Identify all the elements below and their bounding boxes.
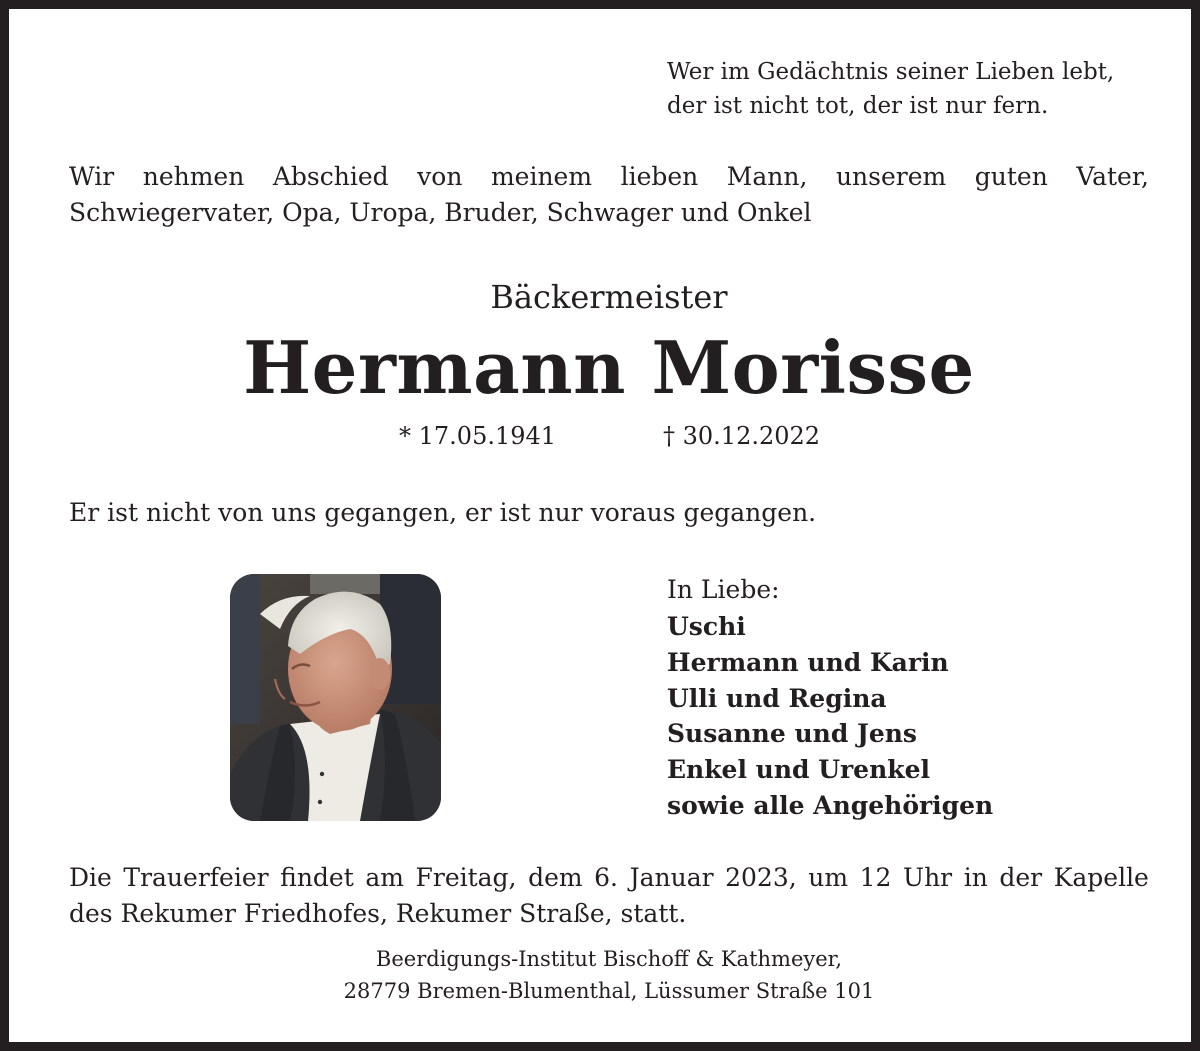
ceremony-word: Trauerfeier [123,863,269,892]
intro-word: Vater, [1076,162,1149,191]
intro-word: lieben [620,162,699,191]
ceremony-word: Uhr [903,863,953,892]
ceremony-word: Januar [629,863,714,892]
mourner-name: Enkel und Urenkel [667,755,930,785]
intro-word: Mann, [726,162,808,191]
ceremony-word: der [999,863,1043,892]
ceremony-word: Die [69,863,112,892]
mourner-name: Susanne und Jens [667,719,917,749]
intro-word: Wir [69,162,115,191]
birth-date: * 17.05.1941 [399,422,557,450]
ceremony-word: Freitag, [415,863,517,892]
intro-word: von [417,162,463,191]
ceremony-word: Kapelle [1053,863,1149,892]
ceremony-word: dem [528,863,583,892]
ceremony-word: um [808,863,849,892]
ceremony-word: am [365,863,404,892]
farewell-line: Er ist nicht von uns gegangen, er ist nur voraus gegangen. [69,498,817,527]
mourners-label: In Liebe: [667,575,780,604]
mourner-name: Ulli und Regina [667,683,887,713]
memorial-quote [667,55,1114,123]
quote-line-2: der ist nicht tot, der ist nur fern. [667,93,1049,119]
intro-word: Abschied [272,162,389,191]
intro-paragraph [69,159,1149,231]
mourner-name: Uschi [667,612,746,641]
quote-line-1: Wer im Gedächtnis seiner Lieben lebt, [667,59,1115,85]
ceremony-word: 6. [594,863,619,892]
ceremony-word: in [963,863,988,892]
intro-word: nehmen [142,162,245,191]
ceremony-notice [69,860,1149,932]
ceremony-line-2: des Rekumer Friedhofes, Rekumer Straße, statt. [69,899,687,928]
mourner-list [667,609,993,824]
mourner-name: sowie alle Angehörigen [667,790,994,820]
ceremony-word: 12 [859,863,892,892]
funeral-home-name: Beerdigungs-Institut Bischoff & Kathmeyer, [375,947,843,971]
deceased-name: Hermann Morisse [243,325,975,410]
mourner-name: Hermann und Karin [667,647,949,677]
ceremony-line-1 [69,860,1149,896]
intro-word: guten [974,162,1048,191]
portrait-photo [230,574,441,821]
funeral-home [9,943,1200,1007]
intro-word: unserem [835,162,947,191]
intro-word: meinem [490,162,593,191]
funeral-home-address: 28779 Bremen-Blumenthal, Lüssumer Straße 101 [343,979,875,1003]
death-date: † 30.12.2022 [663,422,821,450]
ceremony-word: 2023, [725,863,797,892]
profession-title: Bäckermeister [490,278,728,316]
ceremony-word: findet [280,863,354,892]
intro-line-2: Schwiegervater, Opa, Uropa, Bruder, Schwager und Onkel [69,198,812,227]
intro-line-1 [69,159,1149,195]
